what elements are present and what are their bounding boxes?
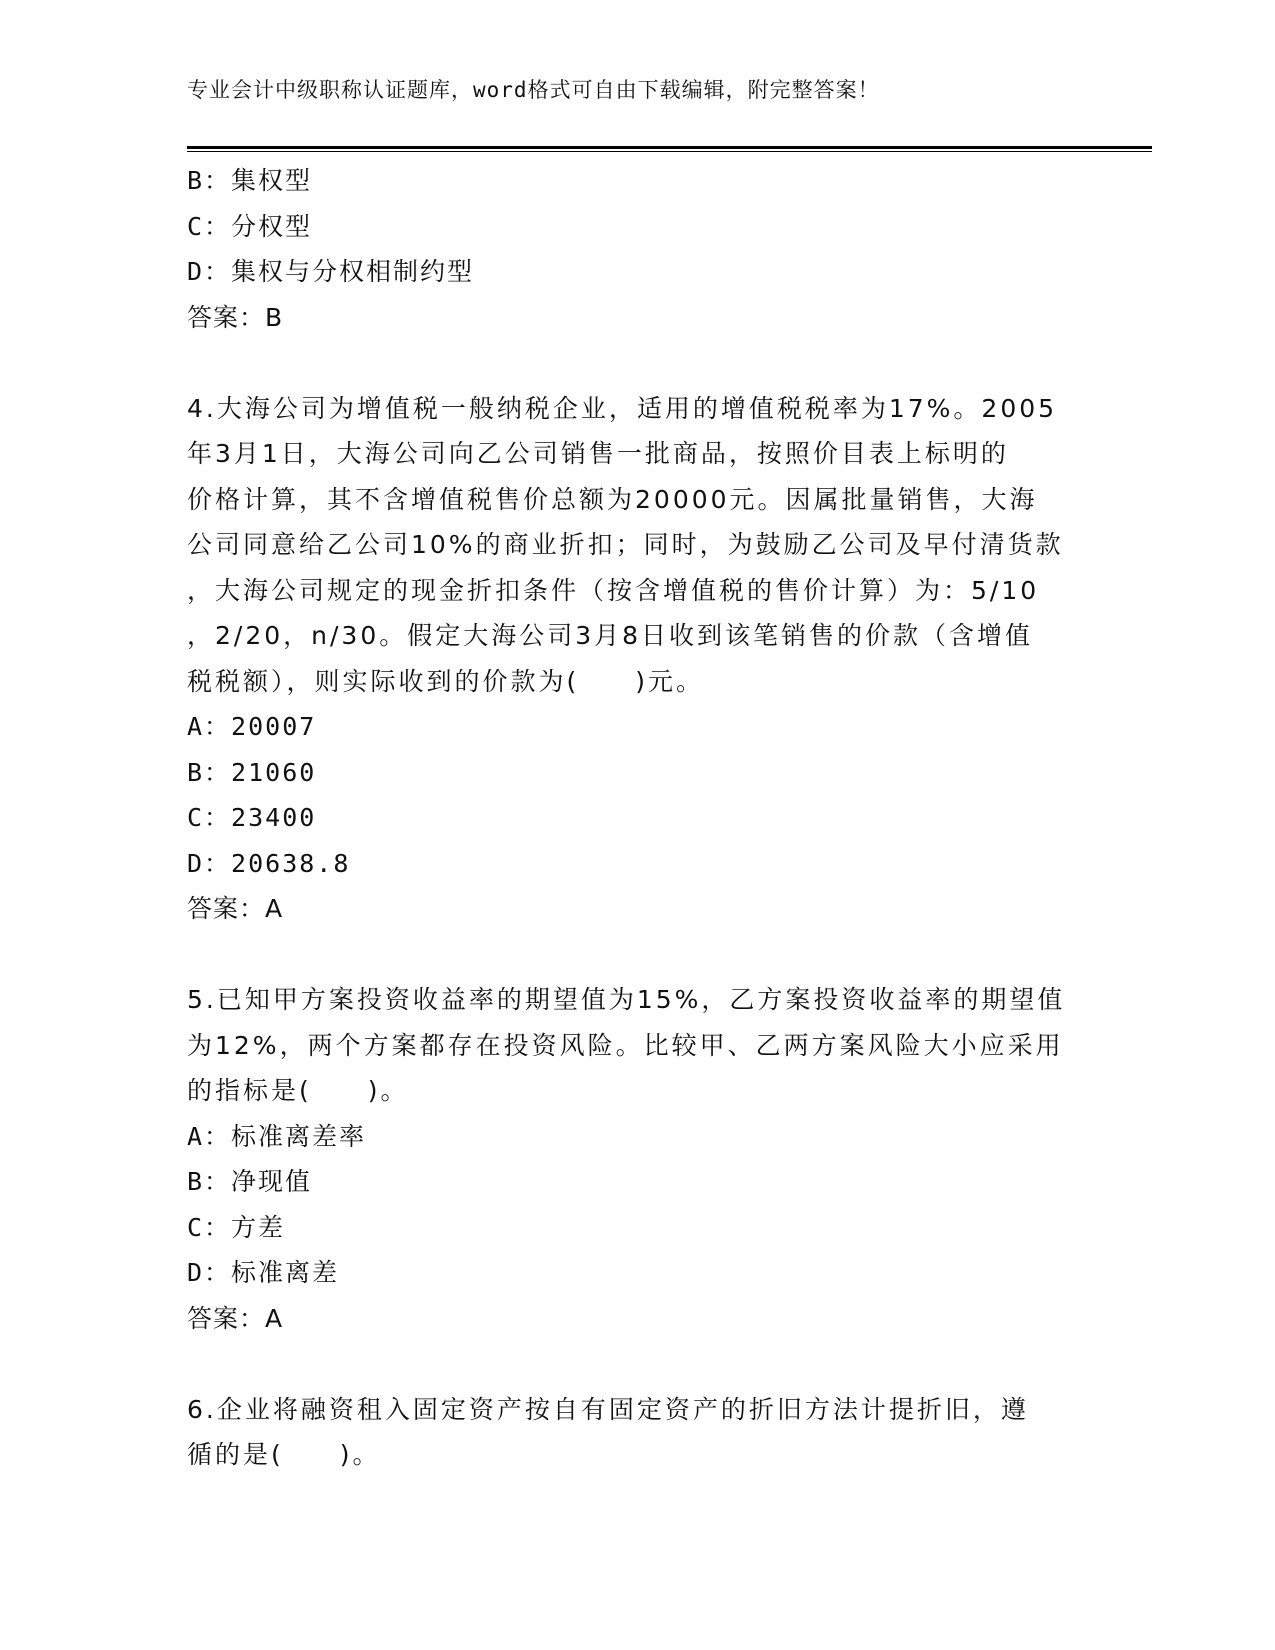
question-4 [187,386,1087,932]
prev-question [187,158,1087,340]
question-line: 5.已知甲方案投资收益率的期望值为15%，乙方案投资收益率的期望值 [187,985,1066,1014]
question-line: 4.大海公司为增值税一般纳税企业，适用的增值税税率为17%。2005 [187,393,1058,423]
question-line: 税税额），则实际收到的价款为( )元。 [187,666,705,696]
option-c: C：23400 [187,803,317,832]
question-line: 为12%，两个方案都存在投资风险。比较甲、乙两方案风险大小应采用 [187,1030,1064,1060]
question-6 [187,1387,1087,1478]
header-rule-thick [187,146,1152,149]
option-d: D：20638.8 [187,848,351,878]
header-rule-thin [187,151,1152,152]
question-line: ，大海公司规定的现金折扣条件（按含增值税的售价计算）为：5/10 [187,575,1040,605]
answer: 答案：B [187,302,284,332]
answer: 答案：A [187,1303,284,1333]
option-b: B：净现值 [187,1167,313,1196]
question-line: 年3月1日，大海公司向乙公司销售一批商品，按照价目表上标明的 [187,439,1009,468]
question-line: ，2/20，n/30。假定大海公司3月8日收到该笔销售的价款（含增值 [187,621,1034,650]
option-c: C：方差 [187,1212,286,1242]
question-line: 的指标是( )。 [187,1076,409,1105]
option-d: D：集权与分权相制约型 [187,257,475,286]
question-line: 循的是( )。 [187,1440,381,1469]
option-b: B：集权型 [187,166,313,195]
question-line: 6.企业将融资租入固定资产按自有固定资产的折旧方法计提折旧，遵 [187,1394,1029,1424]
question-line: 价格计算，其不含增值税售价总额为20000元。因属批量销售，大海 [187,484,1038,514]
question-line: 公司同意给乙公司10%的商业折扣；同时，为鼓励乙公司及早付清货款 [187,530,1064,559]
page-header: 专业会计中级职称认证题库，word格式可自由下载编辑，附完整答案！ [187,78,880,102]
option-a: A：标准离差率 [187,1121,367,1151]
option-c: C：分权型 [187,211,313,241]
document-body [187,158,1087,1478]
question-5 [187,977,1087,1341]
answer: 答案：A [187,894,284,923]
option-b: B：21060 [187,757,317,787]
option-d: D：标准离差 [187,1258,340,1287]
option-a: A：20007 [187,712,317,741]
